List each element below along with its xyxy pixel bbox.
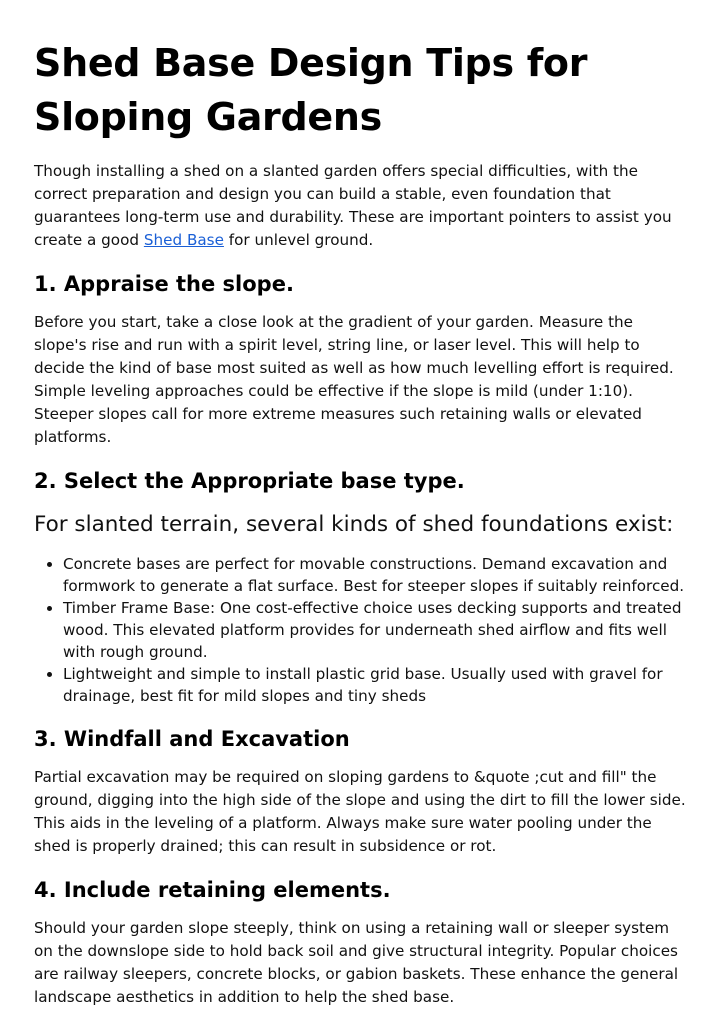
section-1-body: Before you start, take a close look at the gradient of your garden. Measure the slope's rise and run with a spirit level, string line, or laser level. This will help to decide the kind of base most suited as well as how much levelling effort is required. Simple leveling approaches could be effective if the slope is mild (under 1:10). Steeper slopes call for more extreme measures such retaining walls or elevated platforms. xyxy=(34,313,674,446)
list-item: • Lightweight and simple to install plastic grid base. Usually used with gravel for drainage, best fit for mild slopes and tiny sheds xyxy=(63,663,686,707)
base-type-list xyxy=(34,553,686,707)
section-4-body: Should your garden slope steeply, think on using a retaining wall or sleeper system on the downslope side to hold back soil and give structural integrity. Popular choices are railway sleepers, concrete blocks, or gabion baskets. These enhance the general landscape aesthetics in addition to help the shed base. xyxy=(34,919,679,1006)
section-4-heading: 4. Include retaining elements. xyxy=(34,878,391,902)
section-2-heading: 2. Select the Appropriate base type. xyxy=(34,469,465,493)
intro-paragraph xyxy=(34,160,686,252)
section-2-lead: For slanted terrain, several kinds of shed foundations exist: xyxy=(34,512,674,537)
section-3-heading: 3. Windfall and Excavation xyxy=(34,727,350,751)
list-item: • Timber Frame Base: One cost-effective choice uses decking supports and treated wood. This elevated platform provides for underneath shed airflow and fits well with rough ground. xyxy=(63,597,686,663)
intro-text-before-link: Though installing a shed on a slanted garden offers special difficulties, with the correct preparation and design you can build a stable, even foundation that guarantees long-term use and durability. These are important pointers to assist you create a good xyxy=(34,162,672,249)
list-item: • Concrete bases are perfect for movable constructions. Demand excavation and formwork to generate a flat surface. Best for steeper slopes if suitably reinforced. xyxy=(63,553,686,597)
page-title: Shed Base Design Tips for Sloping Gardens xyxy=(34,41,588,139)
shed-base-link[interactable]: Shed Base xyxy=(143,231,224,249)
intro-text-after-link: for unlevel ground. xyxy=(223,231,374,249)
section-1-heading: 1. Appraise the slope. xyxy=(34,272,294,296)
section-3-body: Partial excavation may be required on sloping gardens to &quote ;cut and fill" the ground, digging into the high side of the slope and using the dirt to fill the lower side. This aids in the leveling of a platform. Always make sure water pooling under the shed is properly drained; this can result in subsidence or rot. xyxy=(34,768,686,855)
